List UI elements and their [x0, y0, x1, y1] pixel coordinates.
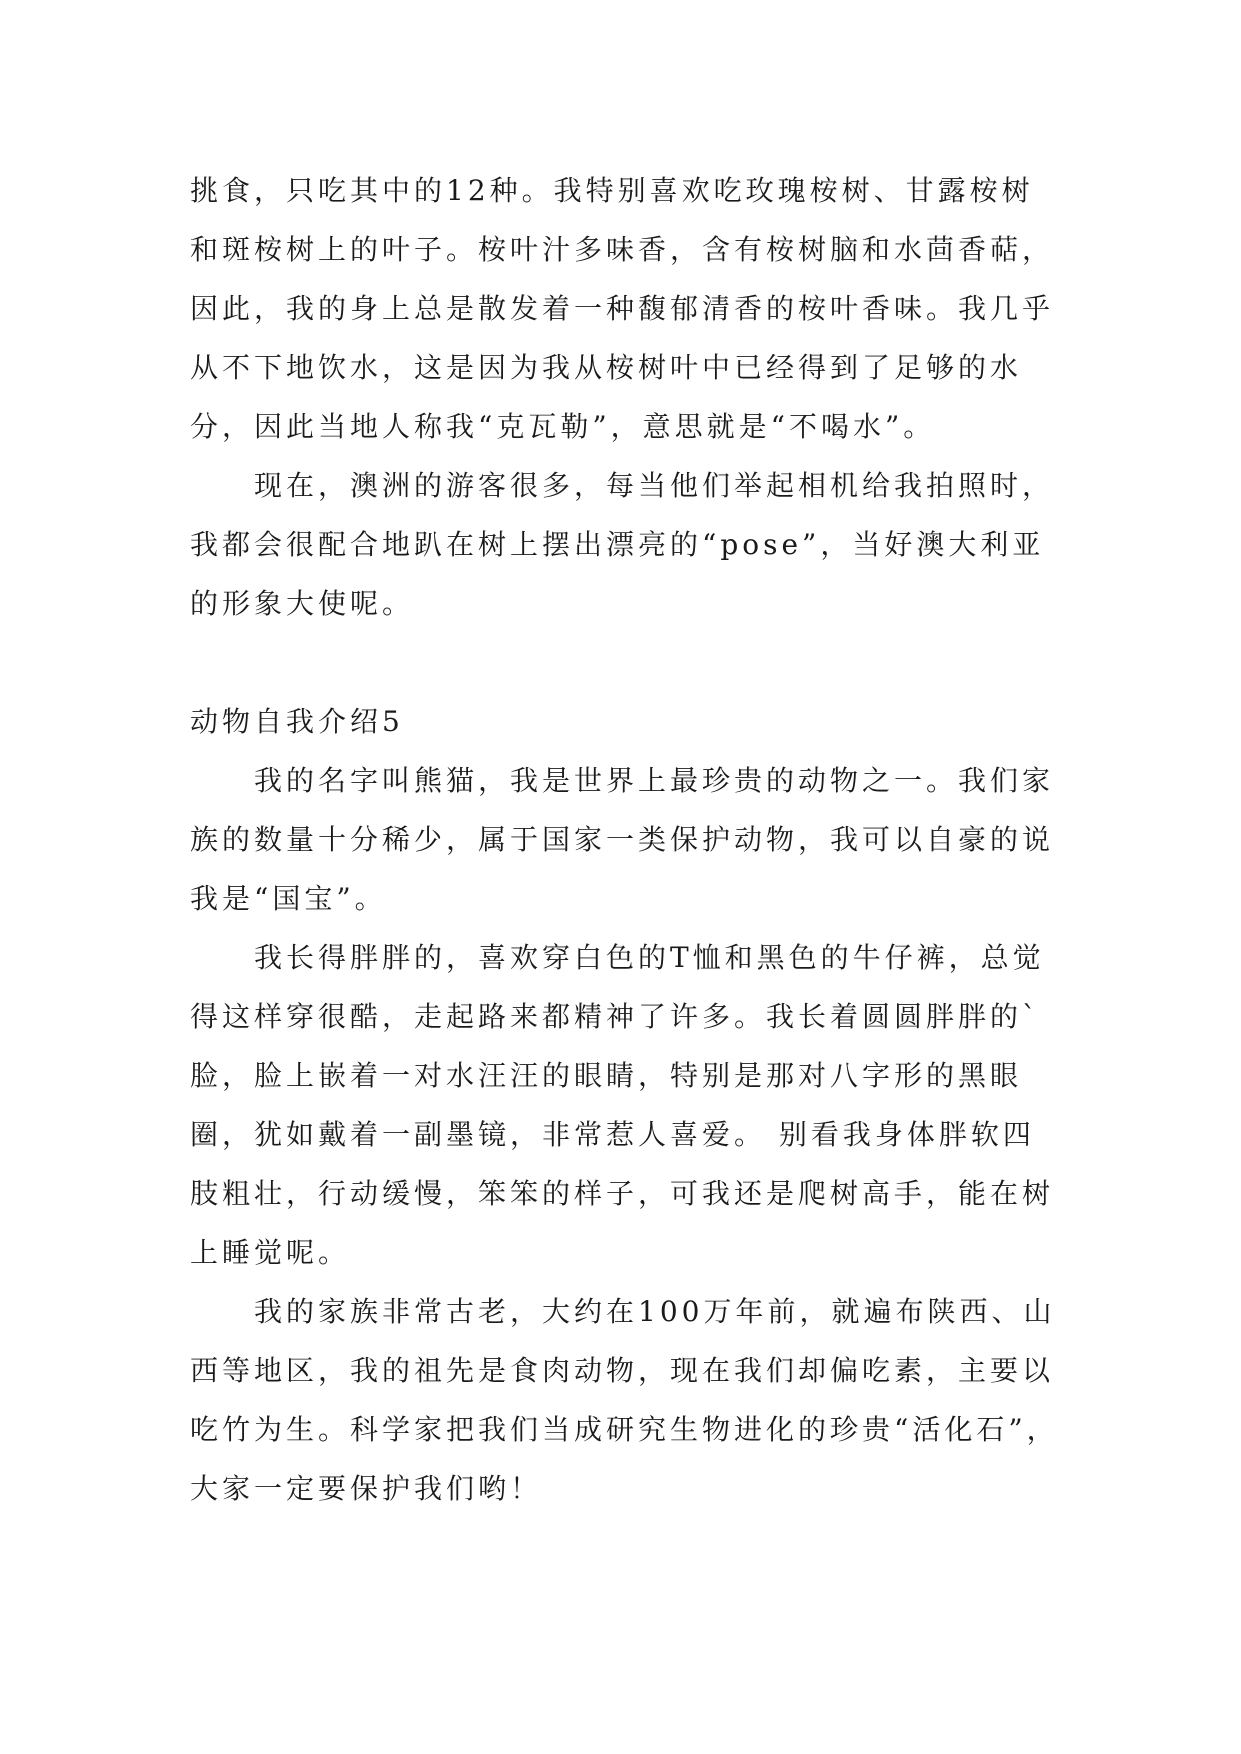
paragraph-panda-intro: 我的名字叫熊猫，我是世界上最珍贵的动物之一。我们家族的数量十分稀少，属于国家一类保护动物，我可以自豪的说我是“国宝”。 [190, 764, 1055, 915]
paragraph-koala-tourists: 现在，澳洲的游客很多，每当他们举起相机给我拍照时，我都会很配合地趴在树上摆出漂亮的“pose”，当好澳大利亚的形象大使呢。 [190, 469, 1055, 620]
paragraph-koala-diet: 挑食，只吃其中的12种。我特别喜欢吃玫瑰桉树、甘露桉树和斑桉树上的叶子。桉叶汁多味香，含有桉树脑和水茴香萜，因此，我的身上总是散发着一种馥郁清香的桉叶香味。我几乎从不下地饮水，这是因为我从桉树叶中已经得到了足够的水分，因此当地人称我“克瓦勒”，意思就是“不喝水”。 [190, 174, 1055, 443]
paragraph-panda-appearance: 我长得胖胖的，喜欢穿白色的T恤和黑色的牛仔裤，总觉得这样穿很酷，走起路来都精神了许多。我长着圆圆胖胖的`脸，脸上嵌着一对水汪汪的眼睛，特别是那对八字形的黑眼圈，犹如戴着一副墨镜，非常惹人喜爱。 别看我身体胖软四肢粗壮，行动缓慢，笨笨的样子，可我还是爬树高手，能在树上睡觉呢。 [190, 941, 1055, 1269]
document-body [190, 161, 1060, 1518]
paragraph-panda-history: 我的家族非常古老，大约在100万年前，就遍布陕西、山西等地区，我的祖先是食肉动物，现在我们却偏吃素，主要以吃竹为生。科学家把我们当成研究生物进化的珍贵“活化石”，大家一定要保护我们哟！ [190, 1295, 1059, 1505]
section-title: 动物自我介绍5 [190, 705, 404, 738]
